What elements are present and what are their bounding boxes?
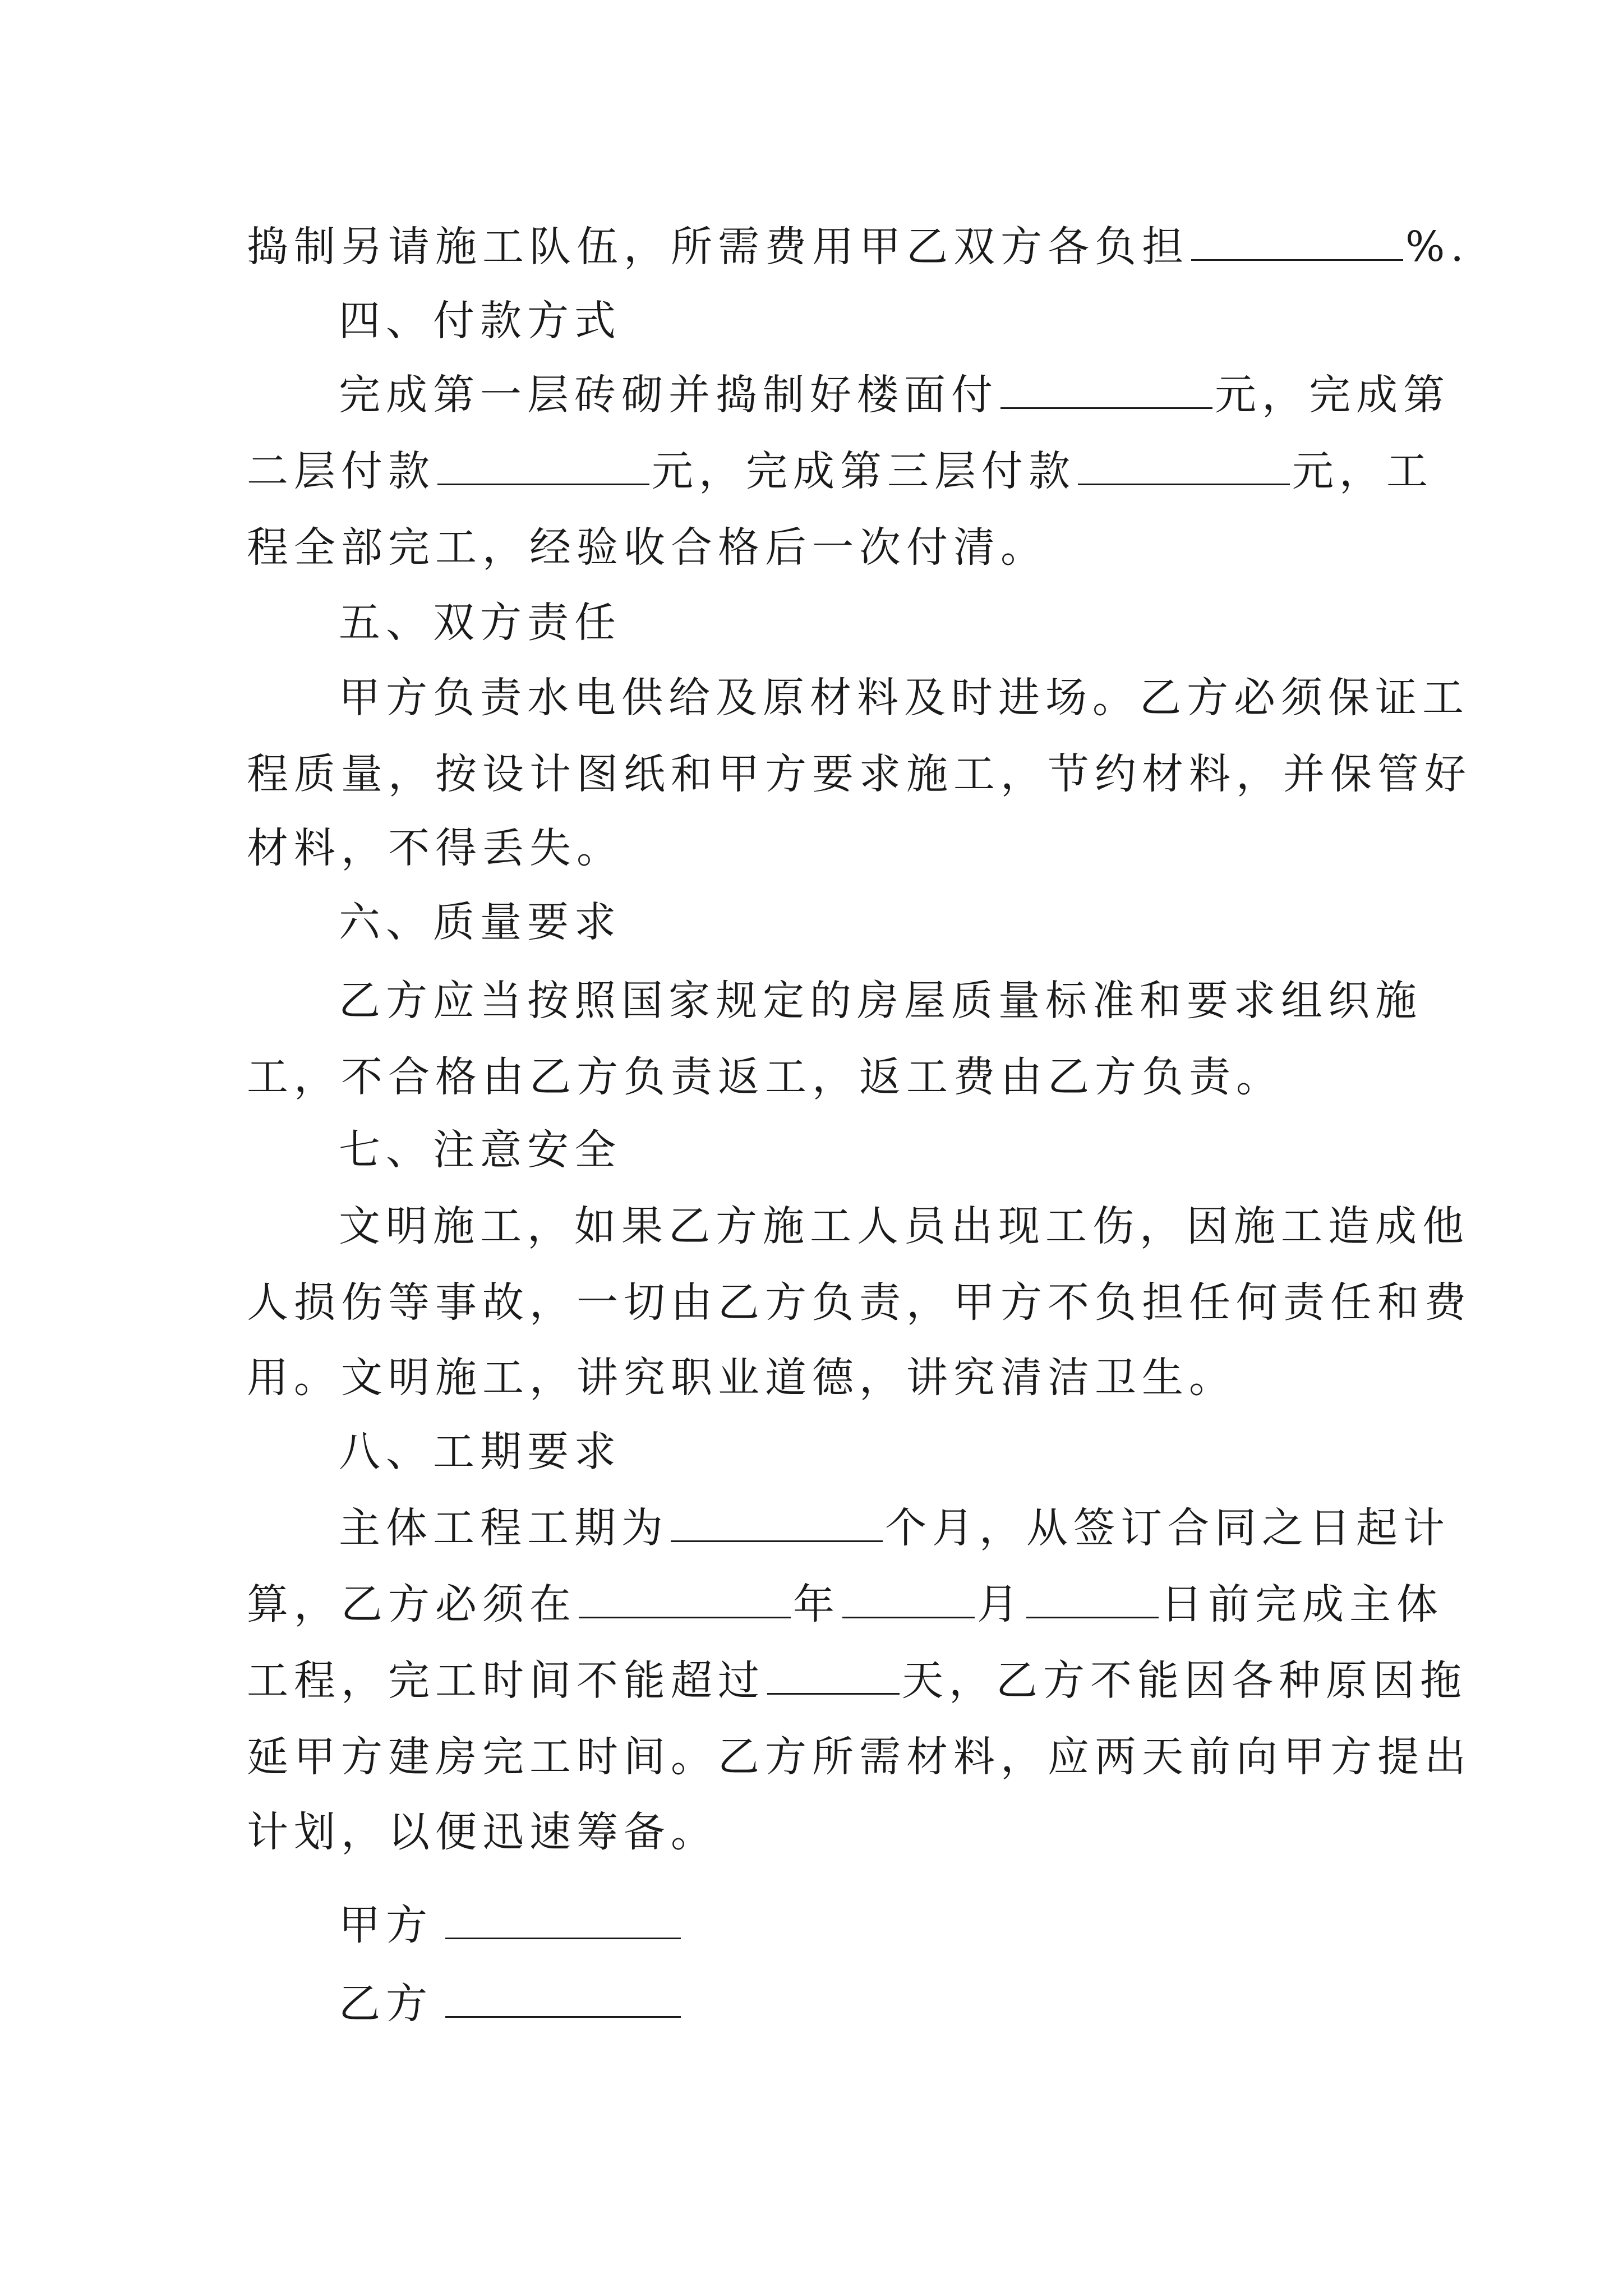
text-segment: 算，乙方必须在 xyxy=(247,1580,577,1628)
fill-blank-first-floor-payment[interactable] xyxy=(1000,370,1212,409)
paragraph-line xyxy=(339,1502,1450,1554)
paragraph-line: 人损伤等事故，一切由乙方负责，甲方不负担任何责任和费 xyxy=(247,1278,1472,1327)
paragraph-line xyxy=(247,1579,1444,1630)
fill-blank-days-limit[interactable] xyxy=(767,1656,900,1695)
party-a-signature-field[interactable] xyxy=(445,1901,681,1939)
text-segment: 元，完成第 xyxy=(1215,371,1450,419)
paragraph-line: 材料，不得丢失。 xyxy=(247,824,624,872)
section-heading-payment: 四、付款方式 xyxy=(339,297,621,345)
paragraph-line xyxy=(339,369,1450,421)
signature-line-party-a xyxy=(339,1899,683,1951)
paragraph-line: 延甲方建房完工时间。乙方所需材料，应两天前向甲方提出 xyxy=(247,1733,1472,1781)
fill-blank-third-floor-payment[interactable] xyxy=(1078,447,1290,485)
fill-blank-second-floor-payment[interactable] xyxy=(437,447,649,485)
text-segment: 二层付款 xyxy=(247,447,435,495)
section-heading-responsibilities: 五、双方责任 xyxy=(339,599,621,647)
paragraph-line xyxy=(247,445,1433,497)
party-a-label: 甲方 xyxy=(339,1901,433,1949)
text-segment: 捣制另请施工队伍，所需费用甲乙双方各负担 xyxy=(247,223,1189,271)
signature-line-party-b xyxy=(339,1978,683,2030)
text-segment: 主体工程工期为 xyxy=(339,1504,668,1552)
fill-blank-year[interactable] xyxy=(579,1580,791,1618)
text-segment: 完成第一层砖砌并捣制好楼面付 xyxy=(339,371,998,419)
text-segment: 工程，完工时间不能超过 xyxy=(247,1657,765,1705)
text-segment: 日前完成主体 xyxy=(1161,1580,1444,1628)
fill-blank-day[interactable] xyxy=(1026,1580,1159,1618)
paragraph-line: 用。文明施工，讲究职业道德，讲究清洁卫生。 xyxy=(247,1354,1236,1402)
section-heading-schedule: 八、工期要求 xyxy=(339,1428,621,1476)
paragraph-line: 文明施工，如果乙方施工人员出现工伤，因施工造成他 xyxy=(339,1202,1469,1250)
section-heading-quality: 六、质量要求 xyxy=(339,898,621,946)
party-b-signature-field[interactable] xyxy=(445,1979,681,2018)
paragraph-line: 程质量，按设计图纸和甲方要求施工，节约材料，并保管好 xyxy=(247,750,1472,798)
text-segment: 年 xyxy=(793,1580,840,1628)
text-segment: %. xyxy=(1405,223,1469,271)
text-segment: 月 xyxy=(977,1580,1024,1628)
party-b-label: 乙方 xyxy=(339,1980,433,2028)
paragraph-line xyxy=(247,221,1469,273)
paragraph-line: 乙方应当按照国家规定的房屋质量标准和要求组织施 xyxy=(339,977,1422,1025)
fill-blank-months[interactable] xyxy=(671,1503,883,1542)
paragraph-line: 计划，以便迅速筹备。 xyxy=(247,1808,718,1856)
paragraph-line xyxy=(247,1655,1467,1706)
section-heading-safety: 七、注意安全 xyxy=(339,1126,621,1174)
text-segment: 元，工 xyxy=(1292,447,1433,495)
text-segment: 元，完成第三层付款 xyxy=(652,447,1076,495)
paragraph-line: 甲方负责水电供给及原材料及时进场。乙方必须保证工 xyxy=(339,674,1469,722)
paragraph-line: 工，不合格由乙方负责返工，返工费由乙方负责。 xyxy=(247,1053,1283,1101)
paragraph-line: 程全部完工，经验收合格后一次付清。 xyxy=(247,523,1048,572)
text-segment: 个月，从签订合同之日起计 xyxy=(885,1504,1450,1552)
text-segment: 天，乙方不能因各种原因拖 xyxy=(902,1657,1467,1705)
fill-blank-month[interactable] xyxy=(842,1580,975,1618)
fill-blank-percentage[interactable] xyxy=(1191,222,1403,261)
